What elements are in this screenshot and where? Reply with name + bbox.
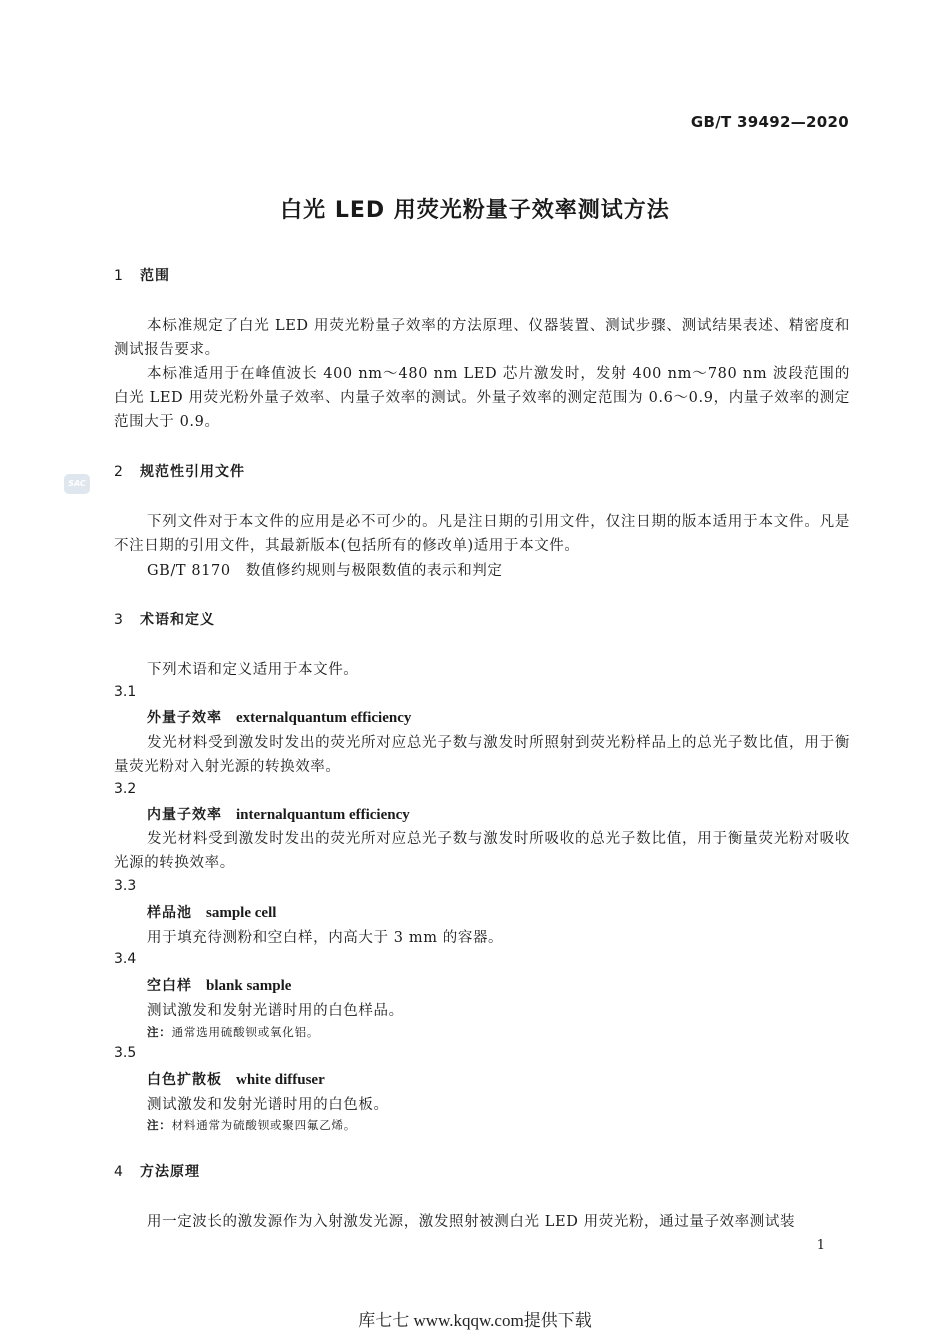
term-heading [147,1069,325,1089]
term-note [147,1117,356,1133]
term-definition: 发光材料受到激发时发出的荧光所对应总光子数与激发时所照射到荧光粉样品上的总光子数比值，用于衡量荧光粉对入射光源的转换效率。 [114,735,850,775]
term-number: 3.5 [114,1045,137,1061]
section-number: 2 [114,464,124,480]
term-number: 3.4 [114,951,137,967]
sac-watermark: SAC [64,474,90,494]
term-number: 3.2 [114,781,137,797]
note-text: 通常选用硫酸钡或氧化铝。 [171,1025,320,1039]
section-number: 1 [114,268,124,284]
note-text: 材料通常为硫酸钡或聚四氟乙烯。 [171,1118,357,1132]
section-heading-3 [114,609,215,629]
paragraph: 用一定波长的激发源作为入射激发光源，激发照射被测白光 LED 用荧光粉，通过量子效率测试装 [147,1214,796,1230]
term-definition: 测试激发和发射光谱时用的白色样品。 [147,1003,404,1019]
section-number: 3 [114,612,124,628]
standard-code: GB/T 39492—2020 [690,113,849,131]
term-definition: 测试激发和发射光谱时用的白色板。 [147,1097,389,1113]
term-heading [147,707,411,727]
term-zh: 样品池 [147,905,192,921]
note-label: 注： [147,1118,172,1132]
term-en: blank sample [206,978,292,994]
term-note [147,1024,319,1040]
terms-intro: 下列术语和定义适用于本文件。 [147,662,359,678]
term-definition: 用于填充待测粉和空白样，内高大于 3 mm 的容器。 [147,930,504,946]
section-title: 规范性引用文件 [140,464,245,480]
term-en: internalquantum efficiency [236,807,410,823]
term-heading [147,975,291,995]
term-heading [147,804,410,824]
document-title: 白光 LED 用荧光粉量子效率测试方法 [280,198,670,223]
term-zh: 内量子效率 [147,807,222,823]
paragraph: 本标准适用于在峰值波长 400 nm～480 nm LED 芯片激发时，发射 400 nm～780 nm 波段范围的白光 LED 用荧光粉外量子效率、内量子效率的测试。外量子效率的测定范围为 0.6～0.9，内量子效率的测定范围大于 0.9。 [114,366,850,430]
term-definition: 发光材料受到激发时发出的荧光所对应总光子数与激发时所吸收的总光子数比值，用于衡量荧光粉对吸收光源的转换效率。 [114,831,850,871]
section-number: 4 [114,1164,124,1180]
term-zh: 外量子效率 [147,710,222,726]
section-heading-2 [114,461,245,481]
paragraph: 下列文件对于本文件的应用是必不可少的。凡是注日期的引用文件，仅注日期的版本适用于本文件。凡是不注日期的引用文件，其最新版本(包括所有的修改单)适用于本文件。 [114,514,850,554]
section-title: 术语和定义 [140,612,215,628]
download-footer[interactable]: 库七七 www.kqqw.com提供下载 [358,1311,592,1330]
note-label: 注： [147,1025,172,1039]
paragraph: 本标准规定了白光 LED 用荧光粉量子效率的方法原理、仪器装置、测试步骤、测试结果表述、精密度和测试报告要求。 [114,318,850,358]
term-number: 3.3 [114,878,137,894]
term-en: white diffuser [236,1072,325,1088]
section-heading-1 [114,265,170,285]
section-title: 范围 [140,268,170,284]
term-en: externalquantum efficiency [236,710,412,726]
term-number: 3.1 [114,684,137,700]
page-number: 1 [816,1238,825,1253]
term-en: sample cell [206,905,277,921]
term-heading [147,902,276,922]
section-heading-4 [114,1161,200,1181]
term-zh: 白色扩散板 [147,1072,222,1088]
term-zh: 空白样 [147,978,192,994]
normative-reference: GB/T 8170 数值修约规则与极限数值的表示和判定 [147,563,503,579]
section-title: 方法原理 [140,1164,200,1180]
